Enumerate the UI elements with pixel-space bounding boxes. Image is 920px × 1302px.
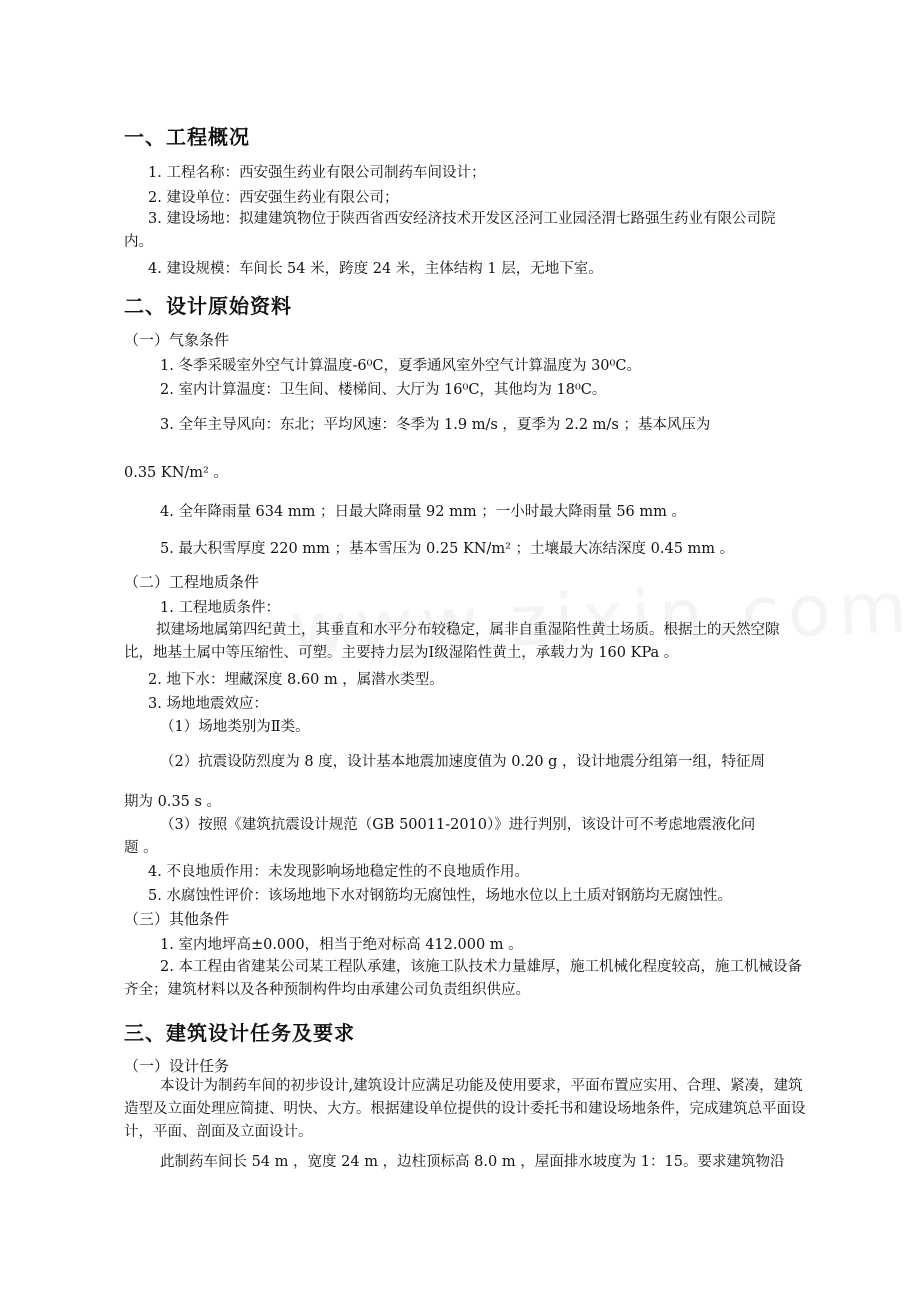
- list-item: 2. 建设单位：西安强生药业有限公司；: [148, 190, 399, 206]
- section-heading-2: 二、设计原始资料: [124, 294, 292, 318]
- list-item: 题 。: [124, 840, 158, 856]
- list-item: 4. 不良地质作用：未发现影响场地稳定性的不良地质作用。: [148, 864, 529, 880]
- list-item: 5. 水腐蚀性评价：该场地地下水对钢筋均无腐蚀性，场地水位以上土质对钢筋均无腐蚀性。: [148, 888, 732, 904]
- list-item: 3. 建设场地：拟建建筑物位于陕西省西安经济技术开发区泾河工业园泾渭七路强生药业有限公司院内。: [124, 211, 776, 250]
- subsection-heading: （一）气象条件: [124, 331, 230, 349]
- subsection-heading: （一）设计任务: [124, 1057, 230, 1075]
- list-item: 1. 冬季采暖室外空气计算温度-6⁰C，夏季通风室外空气计算温度为 30⁰C。: [160, 358, 641, 374]
- list-item: 1. 工程地质条件：: [160, 600, 280, 616]
- list-item: 期为 0.35 s 。: [124, 794, 222, 810]
- list-item: 1. 工程名称：西安强生药业有限公司制药车间设计；: [148, 165, 486, 181]
- paragraph: 此制药车间长 54 m ，宽度 24 m ，边柱顶标高 8.0 m ，屋面排水坡度为 1：15。要求建筑物沿: [160, 1154, 785, 1170]
- list-item: 3. 场地地震效应：: [148, 696, 268, 712]
- list-item: 2. 室内计算温度：卫生间、楼梯间、大厅为 16⁰C，其他均为 18⁰C。: [160, 382, 607, 398]
- list-item: 4. 全年降雨量 634 mm ；日最大降雨量 92 mm ；一小时最大降雨量 56 mm 。: [160, 504, 686, 520]
- list-item: （1）场地类别为Ⅱ类。: [160, 719, 310, 735]
- list-item: 5. 最大积雪厚度 220 mm ；基本雪压为 0.25 KN/m² ；土壤最大冻结深度 0.45 mm 。: [160, 541, 735, 557]
- list-item: 3. 全年主导风向：东北；平均风速：冬季为 1.9 m/s ，夏季为 2.2 m/s ；基本风压为: [160, 417, 711, 433]
- list-item: （3）按照《建筑抗震设计规范（GB 50011-2010）》进行判别，该设计可不考虑地震液化问: [160, 817, 756, 833]
- list-item: 1. 室内地坪高±0.000，相当于绝对标高 412.000 m 。: [160, 937, 523, 953]
- list-item: （2）抗震设防烈度为 8 度，设计基本地震加速度值为 0.20 g ，设计地震分组第一组，特征周: [160, 754, 766, 770]
- list-item: 2. 本工程由省建某公司某工程队承建，该施工队技术力量雄厚，施工机械化程度较高，施工机械设备齐全；建筑材料以及各种预制构件均由承建公司负责组织供应。: [124, 959, 802, 998]
- paragraph: 本设计为制药车间的初步设计,建筑设计应满足功能及使用要求，平面布置应实用、合理、紧凑，建筑造型及立面处理应简捷、明快、大方。根据建设单位提供的设计委托书和建设场地条件，完成建筑总平面设计，平面、剖面及立面设计。: [124, 1078, 806, 1140]
- list-item: 4. 建设规模：车间长 54 米，跨度 24 米，主体结构 1 层，无地下室。: [148, 261, 603, 277]
- list-item: 2. 地下水：埋藏深度 8.60 m ，属潜水类型。: [148, 672, 444, 688]
- paragraph: 拟建场地属第四纪黄土，其垂直和水平分布较稳定，属非自重湿陷性黄土场质。根据土的天然空隙比，地基土属中等压缩性、可塑。主要持力层为Ⅰ级湿陷性黄土，承载力为 160 KPa 。: [124, 622, 780, 661]
- section-heading-3: 三、建筑设计任务及要求: [124, 1021, 355, 1045]
- subsection-heading: （二）工程地质条件: [124, 573, 260, 591]
- subsection-heading: （三）其他条件: [124, 910, 230, 928]
- section-heading-1: 一、工程概况: [124, 125, 250, 149]
- list-item: 0.35 KN/m² 。: [124, 465, 228, 481]
